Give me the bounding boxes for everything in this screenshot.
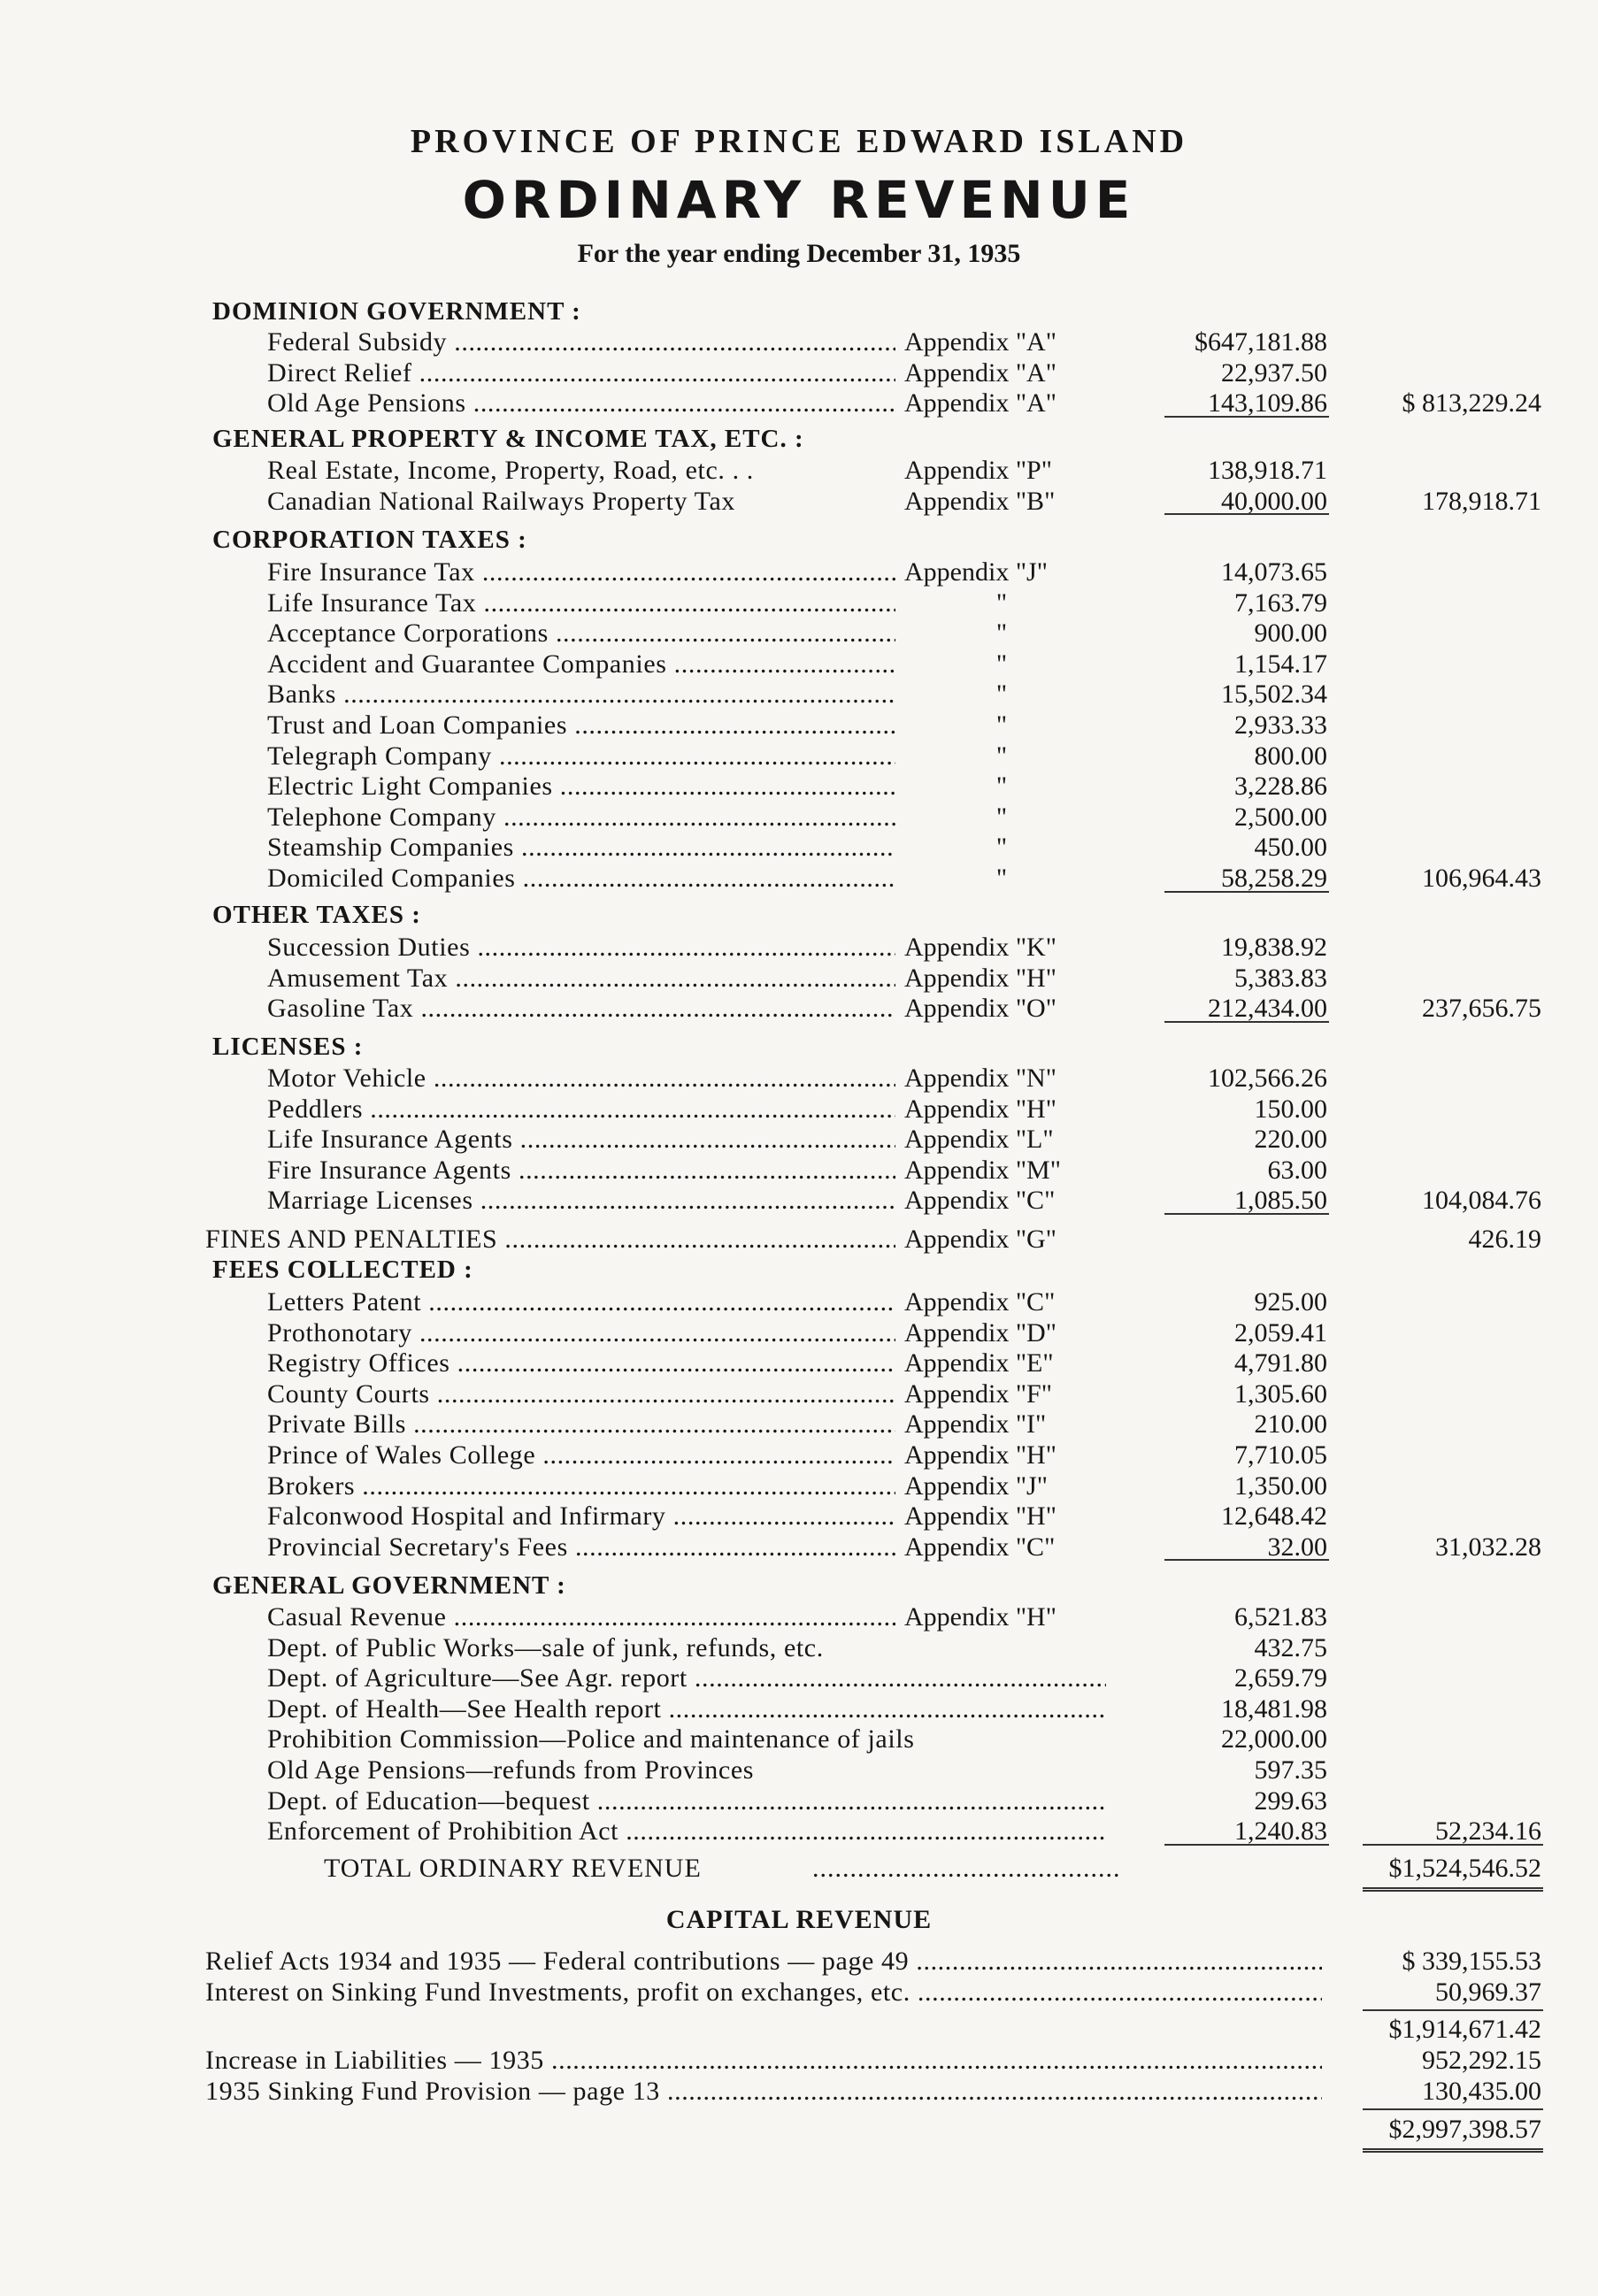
item-amount: 40,000.00 bbox=[1221, 486, 1327, 516]
item-label: Provincial Secretary's Fees ..... bbox=[267, 1532, 895, 1563]
section-total: 52,234.16 bbox=[1435, 1816, 1541, 1847]
section-total: 104,084.76 bbox=[1422, 1186, 1541, 1216]
rule-line bbox=[1363, 1887, 1543, 1892]
item-amount: 2,659.79 bbox=[1234, 1663, 1327, 1693]
appendix-ref: Appendix "F" bbox=[904, 1378, 1052, 1409]
appendix-ref: Appendix "N" bbox=[904, 1064, 1056, 1093]
capital-line bbox=[0, 2077, 1598, 2107]
item-label: Falconwood Hospital and Infirmary ..... bbox=[267, 1501, 895, 1532]
appendix-ref: Appendix "K" bbox=[904, 933, 1056, 962]
capital-line bbox=[0, 1977, 1598, 2008]
capital-amount: 952,292.15 bbox=[1422, 2046, 1541, 2075]
line-item bbox=[0, 1318, 1598, 1348]
ditto-mark: " bbox=[995, 833, 1008, 863]
item-label: Banks ..... bbox=[267, 680, 895, 710]
item-label: Prince of Wales College ..... bbox=[267, 1440, 895, 1471]
line-item bbox=[0, 864, 1598, 894]
item-amount: 63.00 bbox=[1267, 1155, 1327, 1185]
line-item bbox=[0, 772, 1598, 802]
line-item bbox=[0, 557, 1598, 587]
line-item bbox=[0, 1094, 1598, 1125]
item-label: Letters Patent ..... bbox=[267, 1287, 895, 1317]
line-item bbox=[0, 710, 1598, 741]
item-amount: 212,434.00 bbox=[1208, 994, 1327, 1024]
appendix-ref: Appendix "O" bbox=[904, 994, 1056, 1024]
item-amount: 18,481.98 bbox=[1221, 1693, 1327, 1724]
ditto-mark: " bbox=[995, 802, 1008, 832]
appendix-ref: Appendix "A" bbox=[904, 357, 1056, 388]
ditto-mark: " bbox=[995, 741, 1008, 771]
line-item bbox=[0, 1125, 1598, 1155]
item-label: Marriage Licenses ..... bbox=[267, 1186, 895, 1216]
section-heading: LICENSES : bbox=[212, 1033, 364, 1061]
item-label: Private Bills ..... bbox=[267, 1409, 895, 1440]
item-amount: 2,059.41 bbox=[1234, 1317, 1327, 1348]
item-label: Old Age Pensions—refunds from Provinces bbox=[267, 1755, 755, 1785]
section-heading: OTHER TAXES : bbox=[212, 901, 421, 929]
item-label: Fire Insurance Tax ..... bbox=[267, 557, 895, 587]
total-ordinary-label: TOTAL ORDINARY REVENUE bbox=[324, 1854, 702, 1883]
item-amount: 2,933.33 bbox=[1234, 710, 1327, 740]
item-label: Amusement Tax ..... bbox=[267, 964, 895, 994]
item-amount: 1,305.60 bbox=[1234, 1378, 1327, 1409]
rule-line bbox=[1164, 513, 1329, 515]
line-item bbox=[0, 1633, 1598, 1663]
line-item bbox=[0, 1602, 1598, 1632]
ditto-mark: " bbox=[995, 772, 1008, 802]
appendix-ref: Appendix "P" bbox=[904, 456, 1052, 485]
line-item bbox=[0, 456, 1598, 486]
line-item bbox=[0, 327, 1598, 357]
item-label: Life Insurance Agents ..... bbox=[267, 1125, 895, 1155]
fines-row bbox=[0, 1225, 1598, 1255]
item-amount: 1,085.50 bbox=[1234, 1186, 1327, 1216]
item-label: Electric Light Companies ..... bbox=[267, 772, 895, 802]
item-amount: 19,838.92 bbox=[1221, 933, 1327, 962]
item-label: Brokers ..... bbox=[267, 1471, 895, 1501]
item-amount: 138,918.71 bbox=[1208, 456, 1327, 485]
item-amount: 432.75 bbox=[1254, 1632, 1327, 1662]
item-amount: 800.00 bbox=[1254, 741, 1327, 771]
item-label: Acceptance Corporations ..... bbox=[267, 618, 895, 649]
rule-line bbox=[1363, 2148, 1543, 2153]
line-item bbox=[0, 1501, 1598, 1532]
capital-amount: 130,435.00 bbox=[1422, 2077, 1541, 2106]
item-label: Registry Offices ..... bbox=[267, 1348, 895, 1378]
line-item bbox=[0, 833, 1598, 863]
line-item bbox=[0, 649, 1598, 680]
appendix-ref: Appendix "G" bbox=[904, 1225, 1056, 1254]
rule-line bbox=[1363, 1844, 1543, 1846]
item-label: Trust and Loan Companies ..... bbox=[267, 710, 895, 741]
rule-line bbox=[1164, 1021, 1329, 1023]
line-item bbox=[0, 802, 1598, 833]
appendix-ref: Appendix "H" bbox=[904, 1094, 1056, 1124]
item-amount: 22,937.50 bbox=[1221, 357, 1327, 388]
ditto-mark: " bbox=[995, 618, 1008, 649]
section-heading: GENERAL PROPERTY & INCOME TAX, ETC. : bbox=[212, 425, 804, 453]
rule-line bbox=[1164, 416, 1329, 418]
grand-total: $2,997,398.57 bbox=[1388, 2115, 1541, 2144]
item-label: Peddlers ..... bbox=[267, 1094, 895, 1125]
line-item bbox=[0, 487, 1598, 517]
item-label: Prohibition Commission—Police and maintenance of jails bbox=[267, 1724, 915, 1755]
section-heading: CORPORATION TAXES : bbox=[212, 526, 527, 554]
item-amount: 597.35 bbox=[1254, 1755, 1327, 1785]
province-heading: PROVINCE OF PRINCE EDWARD ISLAND bbox=[410, 123, 1188, 160]
line-item bbox=[0, 741, 1598, 772]
appendix-ref: Appendix "A" bbox=[904, 327, 1056, 357]
section-total: 178,918.71 bbox=[1422, 486, 1541, 516]
item-amount: $647,181.88 bbox=[1195, 327, 1327, 357]
item-label: Canadian National Railways Property Tax bbox=[267, 486, 735, 516]
item-label: Motor Vehicle ..... bbox=[267, 1064, 895, 1094]
capital-heading: CAPITAL REVENUE bbox=[665, 1905, 933, 1934]
appendix-ref: Appendix "J" bbox=[904, 1471, 1048, 1501]
item-amount: 143,109.86 bbox=[1208, 388, 1327, 419]
ditto-mark: " bbox=[995, 680, 1008, 710]
section-total: 237,656.75 bbox=[1422, 994, 1541, 1024]
item-amount: 1,154.17 bbox=[1234, 649, 1327, 679]
item-label: Dept. of Education—bequest ..... bbox=[267, 1786, 1106, 1816]
item-amount: 32.00 bbox=[1267, 1532, 1327, 1562]
item-label: Prothonotary ..... bbox=[267, 1318, 895, 1348]
section-heading: DOMINION GOVERNMENT : bbox=[212, 297, 581, 326]
item-label: Steamship Companies ..... bbox=[267, 833, 895, 863]
capital-label: Increase in Liabilities — 1935 ..... bbox=[205, 2046, 1322, 2076]
line-item bbox=[0, 358, 1598, 388]
item-amount: 925.00 bbox=[1254, 1287, 1327, 1317]
capital-amount: 50,969.37 bbox=[1435, 1977, 1541, 2007]
item-label: Casual Revenue ..... bbox=[267, 1602, 895, 1632]
line-item bbox=[0, 1348, 1598, 1378]
line-item bbox=[0, 1287, 1598, 1317]
item-amount: 150.00 bbox=[1254, 1094, 1327, 1124]
item-label: Old Age Pensions ..... bbox=[267, 388, 895, 419]
line-item bbox=[0, 1694, 1598, 1724]
rule-line bbox=[1363, 2009, 1543, 2011]
item-label: Domiciled Companies ..... bbox=[267, 864, 895, 894]
item-label: Succession Duties ..... bbox=[267, 933, 895, 963]
item-amount: 1,350.00 bbox=[1234, 1471, 1327, 1501]
total-ordinary-amount: $1,524,546.52 bbox=[1388, 1854, 1541, 1883]
appendix-ref: Appendix "J" bbox=[904, 557, 1048, 587]
line-item bbox=[0, 1064, 1598, 1094]
rule-line bbox=[1164, 1844, 1329, 1846]
ditto-mark: " bbox=[995, 587, 1008, 618]
item-amount: 2,500.00 bbox=[1234, 802, 1327, 832]
item-amount: 3,228.86 bbox=[1234, 772, 1327, 802]
line-item bbox=[0, 1724, 1598, 1755]
appendix-ref: Appendix "H" bbox=[904, 1501, 1056, 1532]
item-amount: 299.63 bbox=[1254, 1785, 1327, 1816]
line-item bbox=[0, 1755, 1598, 1785]
item-amount: 12,648.42 bbox=[1221, 1501, 1327, 1532]
capital-line bbox=[0, 2046, 1598, 2076]
period-subtitle: For the year ending December 31, 1935 bbox=[577, 239, 1021, 268]
item-amount: 22,000.00 bbox=[1221, 1724, 1327, 1755]
item-amount: 14,073.65 bbox=[1221, 557, 1327, 587]
item-label: Life Insurance Tax ..... bbox=[267, 588, 895, 618]
leader-dots: ......................................... bbox=[812, 1854, 1121, 1883]
rule-line bbox=[1363, 2108, 1543, 2110]
item-label: Real Estate, Income, Property, Road, etc. . . bbox=[267, 456, 754, 485]
rule-line bbox=[1164, 1213, 1329, 1215]
item-amount: 5,383.83 bbox=[1234, 963, 1327, 993]
item-amount: 6,521.83 bbox=[1234, 1602, 1327, 1632]
item-amount: 210.00 bbox=[1254, 1409, 1327, 1440]
item-amount: 1,240.83 bbox=[1234, 1816, 1327, 1847]
appendix-ref: Appendix "H" bbox=[904, 963, 1056, 993]
item-label: Enforcement of Prohibition Act ..... bbox=[267, 1816, 1106, 1847]
item-amount: 7,163.79 bbox=[1234, 587, 1327, 618]
appendix-ref: Appendix "D" bbox=[904, 1317, 1056, 1348]
item-amount: 900.00 bbox=[1254, 618, 1327, 649]
item-amount: 15,502.34 bbox=[1221, 680, 1327, 710]
appendix-ref: Appendix "C" bbox=[904, 1186, 1056, 1216]
line-item bbox=[0, 933, 1598, 963]
line-item bbox=[0, 964, 1598, 994]
item-label: Direct Relief ..... bbox=[267, 358, 895, 388]
appendix-ref: Appendix "E" bbox=[904, 1348, 1054, 1378]
appendix-ref: Appendix "C" bbox=[904, 1287, 1056, 1317]
line-item bbox=[0, 1409, 1598, 1440]
line-item bbox=[0, 1156, 1598, 1186]
ditto-mark: " bbox=[995, 649, 1008, 679]
rule-line bbox=[1164, 891, 1329, 893]
appendix-ref: Appendix "L" bbox=[904, 1125, 1054, 1155]
capital-line bbox=[0, 1947, 1598, 1977]
item-label: County Courts ..... bbox=[267, 1379, 895, 1409]
line-item bbox=[0, 1532, 1598, 1563]
appendix-ref: Appendix "C" bbox=[904, 1532, 1056, 1562]
section-total: 106,964.43 bbox=[1422, 864, 1541, 893]
item-label: Fire Insurance Agents ..... bbox=[267, 1156, 895, 1186]
page-title: ORDINARY REVENUE bbox=[462, 170, 1136, 230]
appendix-ref: Appendix "H" bbox=[904, 1440, 1056, 1470]
fines-label: FINES AND PENALTIES ..... bbox=[205, 1225, 895, 1255]
line-item bbox=[0, 388, 1598, 419]
line-item bbox=[0, 994, 1598, 1024]
section-total: 31,032.28 bbox=[1435, 1532, 1541, 1562]
ditto-mark: " bbox=[995, 710, 1008, 740]
line-item bbox=[0, 1663, 1598, 1693]
line-item bbox=[0, 680, 1598, 710]
item-amount: 58,258.29 bbox=[1221, 864, 1327, 893]
line-item bbox=[0, 618, 1598, 649]
line-item bbox=[0, 1816, 1598, 1847]
section-heading: GENERAL GOVERNMENT : bbox=[212, 1571, 566, 1600]
appendix-ref: Appendix "M" bbox=[904, 1155, 1061, 1185]
item-amount: 102,566.26 bbox=[1208, 1064, 1327, 1093]
item-label: Telephone Company ..... bbox=[267, 802, 895, 833]
capital-label: 1935 Sinking Fund Provision — page 13 ..... bbox=[205, 2077, 1322, 2107]
capital-amount: $ 339,155.53 bbox=[1402, 1947, 1541, 1976]
item-label: Gasoline Tax ..... bbox=[267, 994, 895, 1024]
ditto-mark: " bbox=[995, 864, 1008, 893]
line-item bbox=[0, 1440, 1598, 1471]
item-label: Federal Subsidy ..... bbox=[267, 327, 895, 357]
item-amount: 7,710.05 bbox=[1234, 1440, 1327, 1470]
item-label: Telegraph Company ..... bbox=[267, 741, 895, 772]
appendix-ref: Appendix "I" bbox=[904, 1409, 1047, 1440]
appendix-ref: Appendix "B" bbox=[904, 486, 1056, 516]
item-amount: 4,791.80 bbox=[1234, 1348, 1327, 1378]
appendix-ref: Appendix "A" bbox=[904, 388, 1056, 419]
line-item bbox=[0, 1379, 1598, 1409]
capital-label: Interest on Sinking Fund Investments, profit on exchanges, etc. ..... bbox=[205, 1977, 1322, 2008]
section-total: 426.19 bbox=[1468, 1225, 1541, 1254]
appendix-ref: Appendix "H" bbox=[904, 1602, 1056, 1632]
item-label: Accident and Guarantee Companies ..... bbox=[267, 649, 895, 680]
rule-line bbox=[1164, 1559, 1329, 1561]
item-label: Dept. of Public Works—sale of junk, refunds, etc. bbox=[267, 1632, 824, 1662]
line-item bbox=[0, 588, 1598, 618]
item-label: Dept. of Health—See Health report ..... bbox=[267, 1694, 1106, 1724]
section-total: $ 813,229.24 bbox=[1402, 388, 1541, 419]
item-amount: 450.00 bbox=[1254, 833, 1327, 863]
line-item bbox=[0, 1786, 1598, 1816]
capital-label: Relief Acts 1934 and 1935 — Federal contributions — page 49 ..... bbox=[205, 1947, 1322, 1977]
item-label: Dept. of Agriculture—See Agr. report ..... bbox=[267, 1663, 1106, 1693]
line-item bbox=[0, 1186, 1598, 1216]
line-item bbox=[0, 1471, 1598, 1501]
section-heading: FEES COLLECTED : bbox=[212, 1256, 473, 1284]
item-amount: 220.00 bbox=[1254, 1125, 1327, 1155]
capital-subtotal: $1,914,671.42 bbox=[1388, 2015, 1541, 2044]
